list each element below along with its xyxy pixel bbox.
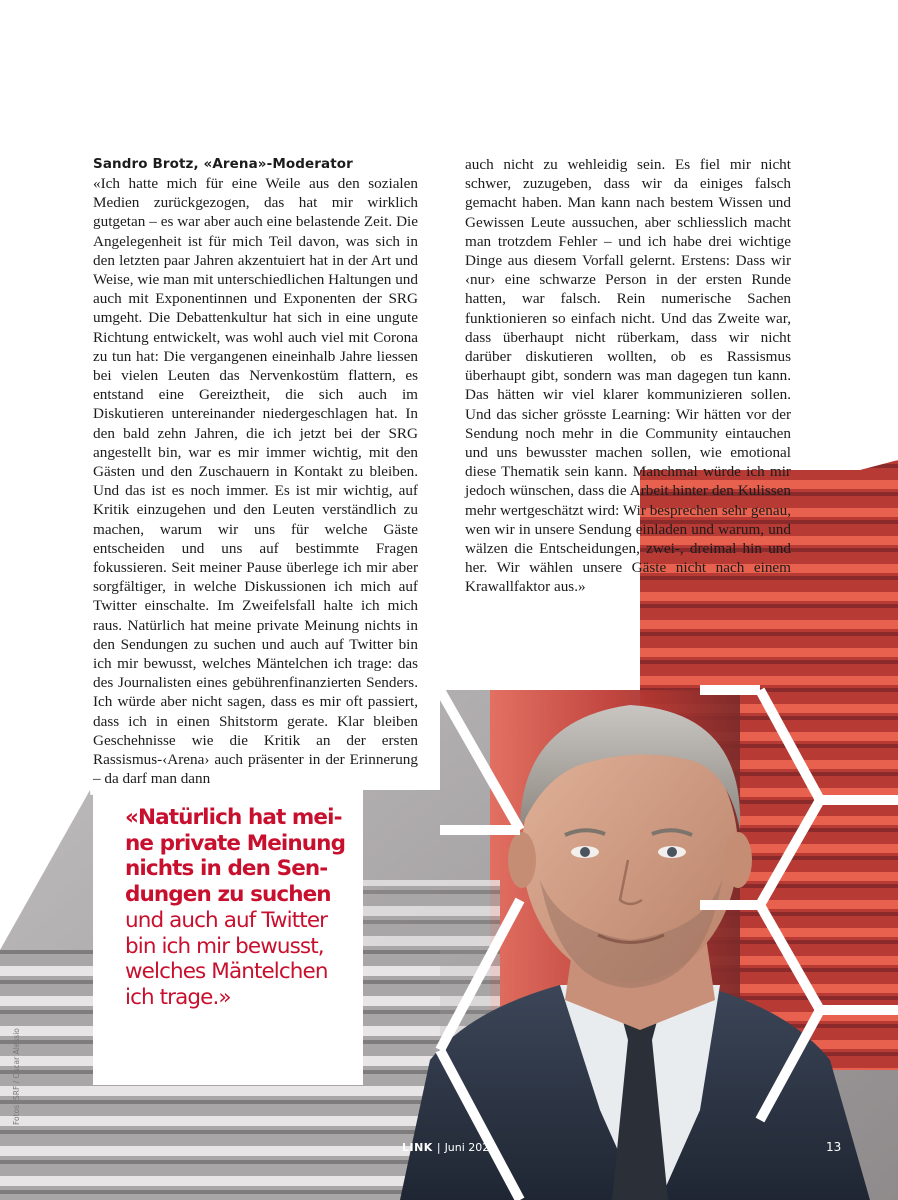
article-column-left <box>93 155 418 789</box>
pull-quote-line: bin ich mir bewusst, <box>125 933 324 959</box>
pull-quote-line: und auch auf Twitter <box>125 907 328 933</box>
page-number: 13 <box>826 1140 842 1154</box>
footer-issue: Juni 202 <box>444 1141 490 1154</box>
author-line: Sandro Brotz, «Arena»-Moderator <box>93 156 353 172</box>
pull-quote-line: nichts in den Sen- <box>125 856 328 882</box>
photo-credit: Fotos: SRF / Oscar Alessio <box>12 1028 21 1125</box>
article-text-left: «Ich hatte mich für eine Weile aus den sozialen Medien zurückgezogen, das hat mir wirklich gutgetan – es war aber auch eine belastende Zeit. Die Angelegenheit ist für mich Teil davon, was sich in den letzten paar Jahren akzentuiert hat in der Art und Weise, wie man mit unterschiedlichen Haltungen und auch mit Exponentinnen und Exponenten der SRG umgeht. Die Debattenkultur hat sich in eine ungute Richtung entwickelt, was wohl auch viel mit Corona zu tun hat: Die vergangenen eineinhalb Jahre liessen bei vielen Leuten das Nervenkostüm flattern, es entstand eine Gereiztheit, die sich auch im Diskutieren untereinander niedergeschlagen hat. In den bald zehn Jahren, die ich jetzt bei der SRG angestellt bin, war es mir immer wichtig, mit den Gästen und den Zuschauern in Kontakt zu bleiben. Und das ist es noch immer. Es ist mir wichtig, auf Kritik einzugehen und den Leuten verständlich zu machen, warum wir uns für welche Gäste entscheiden und uns auf bestimmte Fragen fokussieren. Seit meiner Pause überlege ich mir aber sorgfältiger, in welche Diskussionen ich mich auf Twitter einschalte. Im Zweifelsfall halte ich mich raus. Natürlich hat meine private Meinung nichts in den Sendungen zu suchen und auch auf Twitter bin ich mir bewusst, welches Mäntelchen ich trage: das des Journalisten eines gebührenfinanzierten Senders. Ich würde aber nicht sagen, dass es mir oft passiert, dass ich in einen Shitstorm gerate. Klar bleiben Geschehnisse wie die Kritik an der ersten Rassismus-‹Arena› auch präsenter in der Erinnerung – da darf man dann <box>93 175 418 788</box>
page-footer <box>402 1141 489 1154</box>
article-text-right: auch nicht zu wehleidig sein. Es fiel mir nicht schwer, zuzugeben, dass wir da einiges falsch gemacht haben. Man kann nach bestem Wissen und Gewissen Leute aussuchen, aber schliesslich macht man trotzdem Fehler – und ich habe drei wichtige Dinge aus diesem Vorfall gelernt. Erstens: Dass wir ‹nur› eine schwarze Person in der ersten Runde hatten, war falsch. Rein numerische Sachen funktionieren so einfach nicht. Und das Zweite war, dass überhaupt nicht rüberkam, dass wir nicht darüber diskutieren wollten, ob es Rassismus überhaupt gibt, sondern was man dagegen tun kann. Das hätten wir viel klarer kommunizieren sollen. Und das sicher grösste Learning: Wir hätten vor der Sendung noch mehr in die Community eintauchen und uns bewusster machen sollen, wie emotional diese Thematik sein kann. Manchmal würde ich mir jedoch wünschen, dass die Arbeit hinter den Kulissen mehr wertgeschätzt wird: Wir besprechen sehr genau, wen wir in unsere Sendung einladen und warum, und wälzen die Entscheidungen, zwei-, dreimal hin und her. Wir wählen unsere Gäste nicht nach einem Krawallfaktor aus.» <box>465 156 791 596</box>
pull-quote-line: welches Mäntelchen <box>125 959 328 985</box>
pull-quote <box>125 805 357 1011</box>
pull-quote-line: ne private Meinung <box>125 830 346 856</box>
pull-quote-line: ich trage.» <box>125 984 231 1010</box>
pull-quote-line: «Natürlich hat mei- <box>125 805 342 830</box>
footer-separator: | <box>436 1141 441 1154</box>
footer-brand: LINK <box>402 1141 433 1154</box>
pull-quote-line: dungen zu suchen <box>125 882 331 908</box>
article-column-right <box>465 155 791 597</box>
